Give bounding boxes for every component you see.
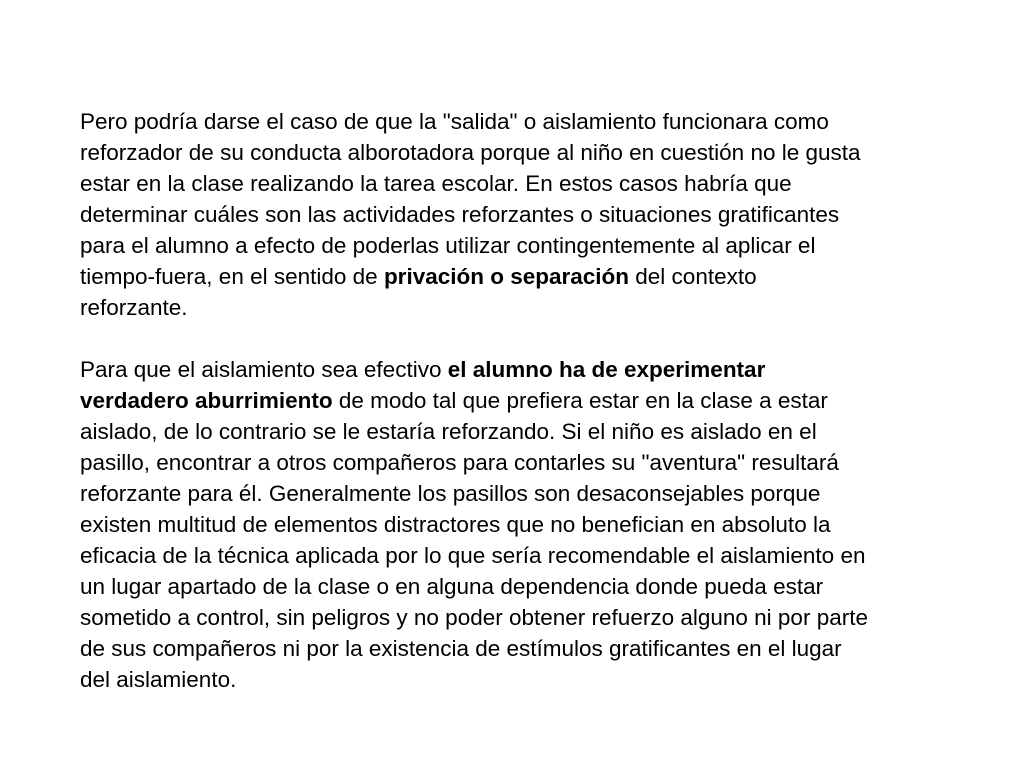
paragraph-1-line-5: para el alumno a efecto de poderlas utilizar contingentemente al aplicar el [80, 233, 816, 258]
paragraph-2-line-3: aislado, de lo contrario se le estaría reforzando. Si el niño es aislado en el [80, 419, 817, 444]
paragraph-2-line-7: eficacia de la técnica aplicada por lo que sería recomendable el aislamiento en [80, 543, 866, 568]
emphasis-verdadero-aburrimiento: verdadero aburrimiento [80, 388, 333, 413]
paragraph-1-line-3: estar en la clase realizando la tarea escolar. En estos casos habría que [80, 171, 792, 196]
paragraph-1 [80, 106, 980, 323]
paragraph-2-line-1 [80, 354, 980, 385]
paragraph-2-line-4: pasillo, encontrar a otros compañeros para contarles su "aventura" resultará [80, 450, 839, 475]
paragraph-1-line-7: reforzante. [80, 295, 188, 320]
paragraph-2-line-8: un lugar apartado de la clase o en alguna dependencia donde pueda estar [80, 574, 824, 599]
paragraph-1-line-6 [80, 261, 980, 292]
paragraph-2-line-11: del aislamiento. [80, 667, 237, 692]
paragraph-2-line-5: reforzante para él. Generalmente los pasillos son desaconsejables porque [80, 481, 821, 506]
paragraph-2-line-2-tail: de modo tal que prefiera estar en la clase a estar [332, 388, 828, 413]
paragraph-2-line-10: de sus compañeros ni por la existencia de estímulos gratificantes en el lugar [80, 636, 842, 661]
paragraph-1-line-4: determinar cuáles son las actividades reforzantes o situaciones gratificantes [80, 202, 840, 227]
paragraph-1-line-6-tail: del contexto [629, 264, 757, 289]
paragraph-2-line-6: existen multitud de elementos distractores que no benefician en absoluto la [80, 512, 831, 537]
emphasis-alumno-experimentar: el alumno ha de experimentar [447, 357, 766, 382]
paragraph-1-line-1: Pero podría darse el caso de que la "salida" o aislamiento funcionara como [80, 109, 829, 134]
paragraph-1-line-6-text: tiempo-fuera, en el sentido de [80, 264, 384, 289]
paragraph-2-line-1-text: Para que el aislamiento sea efectivo [80, 357, 448, 382]
paragraph-1-line-2: reforzador de su conducta alborotadora porque al niño en cuestión no le gusta [80, 140, 861, 165]
emphasis-privacion-separacion: privación o separación [383, 264, 630, 289]
slide-body-text [80, 106, 980, 695]
paragraph-2 [80, 354, 980, 695]
paragraph-2-line-2 [80, 385, 980, 416]
paragraph-2-line-9: sometido a control, sin peligros y no poder obtener refuerzo alguno ni por parte [80, 605, 868, 630]
